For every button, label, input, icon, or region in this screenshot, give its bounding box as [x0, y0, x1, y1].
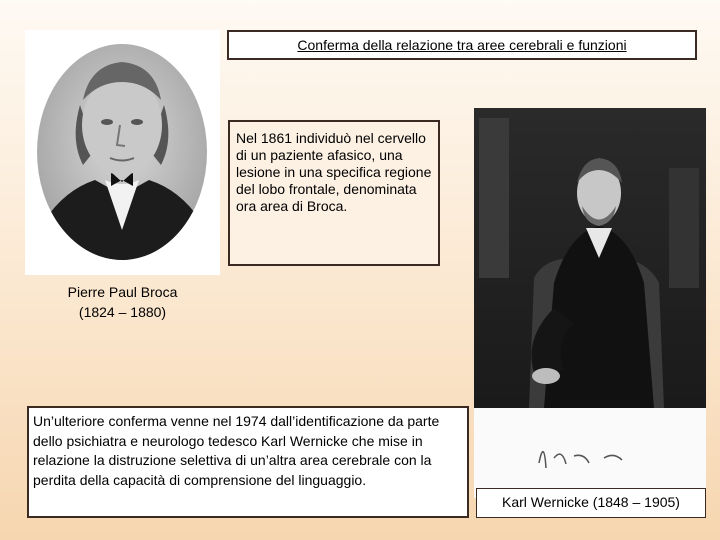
slide-title: Conferma della relazione tra aree cerebrali e funzioni	[227, 30, 697, 60]
broca-description: Nel 1861 individuò nel cervello di un paziente afasico, una lesione in una specifica regione del lobo frontale, denominata ora area di Broca.	[228, 120, 440, 266]
wernicke-portrait	[474, 108, 706, 498]
broca-caption-years: (1824 – 1880)	[78, 304, 167, 320]
broca-portrait-image	[25, 30, 220, 275]
wernicke-description: Un’ulteriore conferma venne nel 1974 dall’identificazione da parte dello psichiatra e neurologo tedesco Karl Wernicke che mise in relazione la distruzione selettiva di un’altra area cerebrale con la perdita della capacità di comprensione del linguaggio.	[27, 406, 469, 518]
broca-caption-name: Pierre Paul Broca	[67, 284, 178, 300]
broca-portrait	[25, 30, 220, 275]
wernicke-portrait-image	[474, 108, 706, 498]
broca-caption	[40, 282, 205, 322]
wernicke-caption: Karl Wernicke (1848 – 1905)	[476, 488, 706, 518]
